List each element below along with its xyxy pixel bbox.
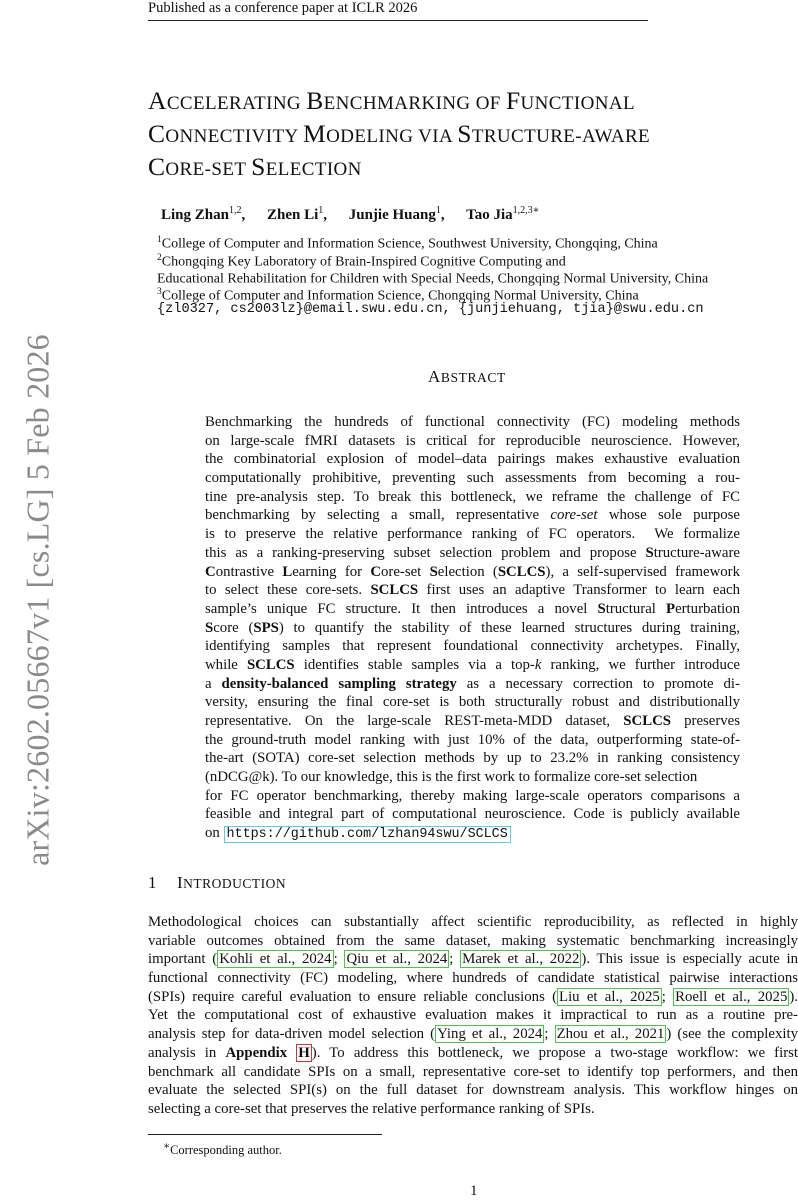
- author: Junjie Huang$^1$,: [348, 205, 445, 223]
- arxiv-identifier: arXiv:2602.05667v1 [cs.LG] 5 Feb 2026: [19, 334, 56, 866]
- running-header: Published as a conference paper at ICLR 2026: [148, 0, 418, 16]
- affiliation: $^1$College of Computer and Information Science, Southwest University, Chongqing, China: [157, 235, 658, 252]
- introduction-text: Methodological choices can substantially affect scientific reproducibility, as reflected in highly variable outcomes obtained from the same dataset, making systematic benchmarking increasingly important ( Kohli et al., 2024 ; Qiu et al., 2024 ; Marek et al., 2022 ). This issue is especially acute in functional connectivity (FC) modeling, where hundreds of candidate statistical pairwise interactions (SPIs) require careful evaluation to ensure reliable conclusions ( Liu et al., 2025 ; Roell et al., 2025 ). Yet the computational cost of exhaustive evaluation makes it impractical to run as a routine pre- analysis step for data-driven model selection ( Ying et al., 2024 ; Zhou et al., 2021 ) (see the complexity analysis in Appendix H ). To address this bottleneck, we propose a two-stage workflow: we first benchmark all candidate SPIs on a small, representative core-set to identify top performers, and then evaluate the selected SPI(s) on the full dataset for downstream analysis. This workflow hinges on selecting a core-set that preserves the relative performance ranking of SPIs.: [148, 914, 798, 1117]
- citation[interactable]: Marek et al., 2022: [462, 951, 580, 968]
- citation[interactable]: Zhou et al., 2021: [556, 1026, 665, 1043]
- citation[interactable]: Liu et al., 2025: [559, 988, 660, 1005]
- footnote-rule: [148, 1134, 382, 1135]
- citation[interactable]: Qiu et al., 2024: [346, 951, 448, 968]
- citation[interactable]: Roell et al., 2025: [675, 988, 788, 1005]
- author: Tao Jia$^{1,2,3∗}$: [466, 205, 540, 223]
- citation[interactable]: Kohli et al., 2024: [219, 951, 332, 968]
- code-link[interactable]: https://github.com/lzhan94swu/SCLCS: [224, 826, 511, 843]
- author: Ling Zhan$^{1,2}$,: [161, 205, 246, 223]
- header-rule: [148, 20, 648, 21]
- citation[interactable]: Ying et al., 2024: [437, 1026, 543, 1043]
- page-number: 1: [470, 1183, 478, 1199]
- title-line-3: CORE-SET SELECTION: [148, 152, 362, 181]
- affiliation: $^3$College of Computer and Information Science, Chongqing Normal University, China: [157, 287, 639, 304]
- author: Zhen Li$^1$,: [266, 205, 327, 223]
- section-heading-introduction: 1 INTRODUCTION: [148, 873, 287, 892]
- appendix-link[interactable]: H: [298, 1044, 310, 1061]
- abstract-heading: ABSTRACT: [428, 367, 506, 386]
- footnote: ∗Corresponding author.: [163, 1141, 282, 1158]
- affiliation: Educational Rehabilitation for Children with Special Needs, Chongqing Normal University, China: [157, 271, 709, 287]
- title-line-2: CONNECTIVITY MODELING VIA STRUCTURE-AWARE: [148, 119, 651, 148]
- author-list: [161, 205, 557, 224]
- author-emails: {zl0327, cs2003lz}@email.swu.edu.cn, {junjiehuang, tjia}@swu.edu.cn: [157, 302, 704, 317]
- abstract-text: Benchmarking the hundreds of functional connectivity (FC) modeling methods on large-scale fMRI datasets is critical for reproducible neuroscience. However, the combinatorial explosion of model–data pairings makes exhaustive evaluation computationally prohibitive, preventing such assessments from becoming a rou- tine pre-analysis step. To break this bottleneck, we reframe the challenge of FC benchmarking by selecting a small, representative core-set whose sole purpose is to preserve the relative performance ranking of FC operators. We formalize this as a ranking-preserving subset selection problem and propose Structure-aware Contrastive Learning for Core-set Selection (SCLCS), a self-supervised framework to select these core-sets. SCLCS first uses an adaptive Transformer to learn each sample’s unique FC structure. It then introduces a novel Structural Perturbation Score (SPS) to quantify the stability of these learned structures during training, identifying samples that represent foundational connectivity archetypes. Finally, while SCLCS identifies stable samples via a top-k ranking, we further introduce a density-balanced sampling strategy as a necessary correction to promote di- versity, ensuring the final core-set is both structurally robust and distributionally representative. On the large-scale REST-meta-MDD dataset, SCLCS preserves the ground-truth model ranking with just 10% of the data, outperforming state-of- the-art (SOTA) core-set selection methods by up to 23.2% in ranking consistency (nDCG@k). To our knowledge, this is the first work to formalize core-set selection for FC operator benchmarking, thereby making large-scale operators comparisons a feasible and integral part of computational neuroscience. Code is publicly available on https://github.com/lzhan94swu/SCLCS: [205, 414, 741, 843]
- title-line-1: ACCELERATING BENCHMARKING OF FUNCTIONAL: [148, 86, 635, 115]
- affiliation: $^2$Chongqing Key Laboratory of Brain-Inspired Cognitive Computing and: [157, 253, 566, 270]
- paper-title: [148, 86, 798, 185]
